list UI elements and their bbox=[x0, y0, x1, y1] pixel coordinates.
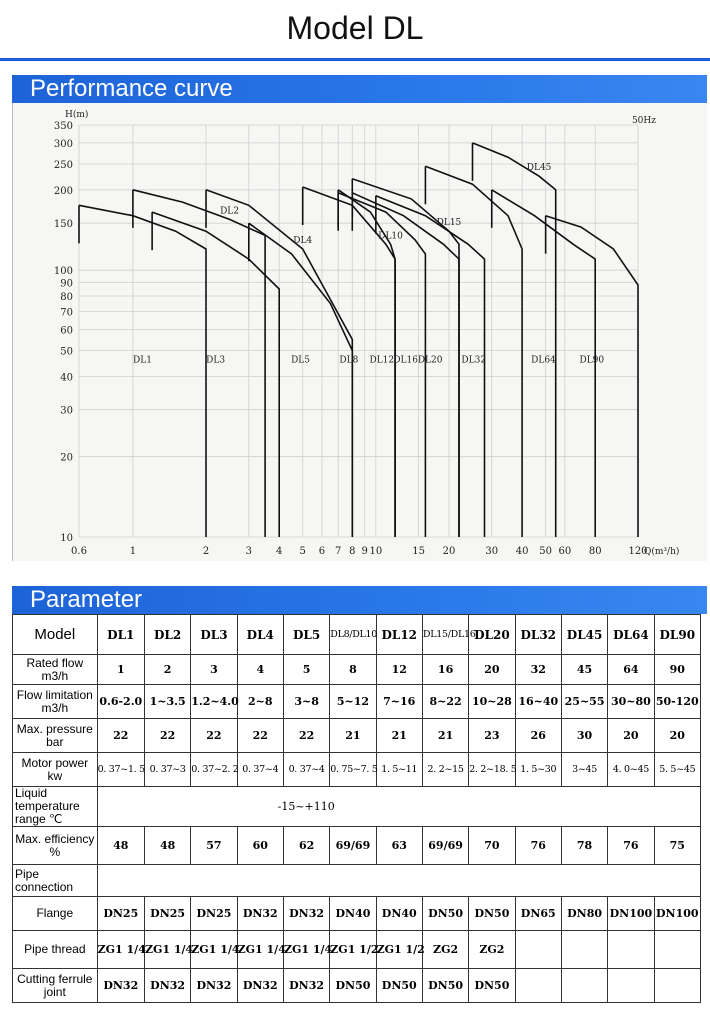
table-header-model: DL1 bbox=[97, 615, 144, 655]
region-label-dl8: DL8 bbox=[339, 355, 359, 366]
x-tick-label: 10 bbox=[369, 546, 383, 557]
table-cell: ZG2 bbox=[422, 931, 468, 969]
y-tick-label: 300 bbox=[53, 138, 73, 150]
row-label: Cutting ferrule joint bbox=[13, 969, 98, 1003]
x-tick-label: 9 bbox=[361, 546, 368, 557]
table-cell: DN32 bbox=[237, 897, 283, 931]
table-header-model: DL2 bbox=[144, 615, 190, 655]
x-tick-label: 15 bbox=[412, 546, 425, 557]
table-cell: DN50 bbox=[330, 969, 376, 1003]
curve-label-dl15: DL15 bbox=[436, 218, 462, 229]
table-cell: 2~8 bbox=[237, 685, 283, 719]
curve-label-dl4: DL4 bbox=[293, 236, 313, 247]
table-cell: DN32 bbox=[97, 969, 144, 1003]
table-cell: 69/69 bbox=[422, 827, 468, 865]
table-cell: DN50 bbox=[469, 969, 515, 1003]
x-tick-label: 4 bbox=[275, 546, 283, 557]
region-label-dl1: DL1 bbox=[133, 355, 152, 366]
table-cell: DN32 bbox=[144, 969, 190, 1003]
table-cell: 1~3.5 bbox=[144, 685, 190, 719]
x-tick-label: 30 bbox=[485, 546, 499, 557]
table-cell: 32 bbox=[515, 655, 561, 685]
table-cell: 48 bbox=[144, 827, 190, 865]
y-axis-label: H(m) bbox=[65, 110, 89, 120]
table-header-model-label: Model bbox=[13, 615, 98, 655]
table-header-model: DL3 bbox=[191, 615, 237, 655]
table-cell: DN25 bbox=[97, 897, 144, 931]
table-row bbox=[13, 719, 701, 753]
table-cell: 3 bbox=[191, 655, 237, 685]
y-tick-label: 30 bbox=[60, 405, 73, 417]
table-header-model: DL90 bbox=[654, 615, 700, 655]
curve-label-dl2: DL2 bbox=[220, 206, 240, 217]
y-tick-label: 100 bbox=[53, 266, 73, 278]
x-tick-label: 20 bbox=[442, 546, 456, 557]
region-label-dl5: DL5 bbox=[291, 355, 311, 366]
table-cell: 0.6-2.0 bbox=[97, 685, 144, 719]
table-cell bbox=[515, 931, 561, 969]
table-cell bbox=[608, 969, 654, 1003]
table-cell: 2 bbox=[144, 655, 190, 685]
table-cell: 57 bbox=[191, 827, 237, 865]
table-cell: 21 bbox=[376, 719, 422, 753]
table-cell: DN40 bbox=[376, 897, 422, 931]
curve-label-dl45: DL45 bbox=[526, 163, 552, 174]
x-tick-label: 80 bbox=[588, 546, 602, 557]
table-cell: 25~55 bbox=[561, 685, 607, 719]
table-cell bbox=[654, 931, 700, 969]
table-cell bbox=[561, 931, 607, 969]
table-cell: 22 bbox=[144, 719, 190, 753]
performance-chart-svg bbox=[13, 103, 708, 561]
table-cell: 62 bbox=[283, 827, 329, 865]
table-cell bbox=[561, 969, 607, 1003]
row-label: Flow limitation m3/h bbox=[13, 685, 98, 719]
table-cell: 70 bbox=[469, 827, 515, 865]
table-cell: 1.2~4.0 bbox=[191, 685, 237, 719]
table-cell: 21 bbox=[422, 719, 468, 753]
table-cell: 22 bbox=[237, 719, 283, 753]
curve-dl1 bbox=[79, 205, 206, 537]
row-label: Flange bbox=[13, 897, 98, 931]
table-row bbox=[13, 827, 701, 865]
table-cell: ZG1 1/4 bbox=[237, 931, 283, 969]
x-tick-label: 6 bbox=[318, 546, 326, 557]
table-row bbox=[13, 655, 701, 685]
y-tick-label: 20 bbox=[60, 452, 73, 464]
y-tick-label: 350 bbox=[53, 121, 73, 132]
table-cell: 0. 37~1. 5 bbox=[97, 753, 144, 787]
table-cell: 22 bbox=[283, 719, 329, 753]
table-cell: 2. 2~18. 5 bbox=[469, 753, 515, 787]
table-cell: 5 bbox=[283, 655, 329, 685]
y-tick-label: 10 bbox=[60, 533, 73, 544]
table-cell: ZG1 1/4 bbox=[191, 931, 237, 969]
x-tick-label: 5 bbox=[299, 546, 306, 557]
table-cell: DN32 bbox=[191, 969, 237, 1003]
x-axis-label: Q(m³/h) bbox=[644, 547, 680, 557]
table-row bbox=[13, 969, 701, 1003]
table-cell bbox=[654, 969, 700, 1003]
table-cell: 20 bbox=[469, 655, 515, 685]
table-cell: 23 bbox=[469, 719, 515, 753]
x-tick-label: 40 bbox=[515, 546, 529, 557]
x-tick-label: 7 bbox=[335, 546, 342, 557]
table-cell: DN40 bbox=[330, 897, 376, 931]
curve-label-dl10: DL10 bbox=[378, 231, 403, 242]
table-cell: 78 bbox=[561, 827, 607, 865]
table-row bbox=[13, 787, 701, 827]
table-cell: 8~22 bbox=[422, 685, 468, 719]
row-label: Max. pressure bar bbox=[13, 719, 98, 753]
table-cell: 2. 2~15 bbox=[422, 753, 468, 787]
row-span-value bbox=[97, 865, 700, 897]
table-cell: DN25 bbox=[191, 897, 237, 931]
table-cell: 4. 0~45 bbox=[608, 753, 654, 787]
table-cell: ZG1 1/4 bbox=[283, 931, 329, 969]
row-label: Pipe thread bbox=[13, 931, 98, 969]
row-label: Rated flow m3/h bbox=[13, 655, 98, 685]
table-cell: 3~8 bbox=[283, 685, 329, 719]
table-cell: ZG1 1/4 bbox=[144, 931, 190, 969]
table-row bbox=[13, 685, 701, 719]
table-header-model: DL5 bbox=[283, 615, 329, 655]
table-cell: 10~28 bbox=[469, 685, 515, 719]
table-header-model: DL15/DL16 bbox=[422, 615, 468, 655]
table-cell: 64 bbox=[608, 655, 654, 685]
y-tick-label: 80 bbox=[60, 292, 73, 304]
row-label: Pipe connection bbox=[13, 865, 98, 897]
region-label-dl64: DL64 bbox=[531, 355, 556, 366]
table-cell: 0. 75~7. 5 bbox=[330, 753, 376, 787]
y-tick-label: 90 bbox=[60, 278, 73, 290]
table-cell: 30 bbox=[561, 719, 607, 753]
row-label: Max. efficiency % bbox=[13, 827, 98, 865]
table-cell: 0. 37~2. 2 bbox=[191, 753, 237, 787]
table-cell: 22 bbox=[97, 719, 144, 753]
curve-dl3 bbox=[152, 212, 279, 537]
table-cell: 1. 5~11 bbox=[376, 753, 422, 787]
table-header-model: DL45 bbox=[561, 615, 607, 655]
table-cell: 16 bbox=[422, 655, 468, 685]
x-tick-label: 2 bbox=[202, 546, 210, 557]
table-header-model: DL12 bbox=[376, 615, 422, 655]
parameter-table bbox=[12, 614, 701, 1003]
frequency-label: 50Hz bbox=[631, 116, 656, 126]
y-tick-label: 40 bbox=[60, 372, 73, 384]
table-cell: 0. 37~3 bbox=[144, 753, 190, 787]
x-tick-label: 120 bbox=[628, 546, 648, 557]
table-cell: DN50 bbox=[376, 969, 422, 1003]
region-label-dl12: DL12 bbox=[369, 355, 395, 366]
table-cell: DN100 bbox=[654, 897, 700, 931]
table-cell: 22 bbox=[191, 719, 237, 753]
region-label-dl90: DL90 bbox=[579, 355, 605, 366]
table-cell: DN50 bbox=[422, 969, 468, 1003]
table-row bbox=[13, 753, 701, 787]
table-cell: 3~45 bbox=[561, 753, 607, 787]
table-cell: 75 bbox=[654, 827, 700, 865]
title-divider bbox=[0, 58, 710, 61]
table-cell: DN50 bbox=[469, 897, 515, 931]
table-cell: 63 bbox=[376, 827, 422, 865]
table-cell: 50-120 bbox=[654, 685, 700, 719]
table-cell: 4 bbox=[237, 655, 283, 685]
region-label-dl3: DL3 bbox=[206, 355, 226, 366]
x-tick-label: 1 bbox=[129, 546, 137, 557]
region-label-dl16: DL16 bbox=[393, 355, 418, 366]
table-cell: DN32 bbox=[237, 969, 283, 1003]
row-span-value: -15~+110 bbox=[97, 787, 700, 827]
table-header-row bbox=[13, 615, 701, 655]
table-cell: DN100 bbox=[608, 897, 654, 931]
table-cell: 8 bbox=[330, 655, 376, 685]
table-cell: ZG1 1/2 bbox=[330, 931, 376, 969]
table-cell: 1 bbox=[97, 655, 144, 685]
table-cell: 48 bbox=[97, 827, 144, 865]
x-tick-label: 50 bbox=[539, 546, 553, 557]
table-cell: 60 bbox=[237, 827, 283, 865]
table-cell bbox=[608, 931, 654, 969]
table-cell: DN32 bbox=[283, 897, 329, 931]
performance-curve-header: Performance curve bbox=[12, 75, 707, 103]
table-cell: 0. 37~4 bbox=[283, 753, 329, 787]
x-tick-label: 60 bbox=[558, 546, 572, 557]
table-cell: 30~80 bbox=[608, 685, 654, 719]
x-tick-label: 0.6 bbox=[71, 546, 87, 557]
region-label-dl32: DL32 bbox=[461, 355, 487, 366]
row-label: Liquid temperature range ℃ bbox=[13, 787, 98, 827]
table-cell: 0. 37~4 bbox=[237, 753, 283, 787]
table-cell: 21 bbox=[330, 719, 376, 753]
table-cell: 20 bbox=[608, 719, 654, 753]
table-cell: 5~12 bbox=[330, 685, 376, 719]
y-tick-label: 150 bbox=[53, 219, 73, 231]
region-label-dl20: DL20 bbox=[417, 355, 443, 366]
performance-chart bbox=[12, 103, 707, 561]
y-tick-label: 200 bbox=[53, 185, 73, 197]
table-cell: ZG1 1/2 bbox=[376, 931, 422, 969]
table-cell: 69/69 bbox=[330, 827, 376, 865]
table-cell: 26 bbox=[515, 719, 561, 753]
page-title: Model DL bbox=[286, 10, 424, 46]
table-cell: 1. 5~30 bbox=[515, 753, 561, 787]
table-header-model: DL4 bbox=[237, 615, 283, 655]
table-header-model: DL32 bbox=[515, 615, 561, 655]
table-cell: 20 bbox=[654, 719, 700, 753]
table-cell: 16~40 bbox=[515, 685, 561, 719]
table-cell: 12 bbox=[376, 655, 422, 685]
table-cell: DN32 bbox=[283, 969, 329, 1003]
table-cell: 76 bbox=[608, 827, 654, 865]
table-cell: 7~16 bbox=[376, 685, 422, 719]
y-tick-label: 60 bbox=[60, 325, 73, 337]
table-cell: 5. 5~45 bbox=[654, 753, 700, 787]
table-cell: DN80 bbox=[561, 897, 607, 931]
x-tick-label: 3 bbox=[245, 546, 252, 557]
table-cell: 45 bbox=[561, 655, 607, 685]
table-cell: DN50 bbox=[422, 897, 468, 931]
y-tick-label: 50 bbox=[60, 346, 73, 358]
parameter-header: Parameter bbox=[12, 586, 707, 614]
table-cell: ZG1 1/4 bbox=[97, 931, 144, 969]
table-cell: DN25 bbox=[144, 897, 190, 931]
table-cell: 76 bbox=[515, 827, 561, 865]
table-cell: 90 bbox=[654, 655, 700, 685]
table-row bbox=[13, 897, 701, 931]
row-label: Motor power kw bbox=[13, 753, 98, 787]
table-cell: ZG2 bbox=[469, 931, 515, 969]
x-tick-label: 8 bbox=[349, 546, 356, 557]
table-row bbox=[13, 931, 701, 969]
table-cell: DN65 bbox=[515, 897, 561, 931]
table-header-model: DL64 bbox=[608, 615, 654, 655]
table-row bbox=[13, 865, 701, 897]
table-header-model: DL20 bbox=[469, 615, 515, 655]
y-tick-label: 70 bbox=[60, 307, 73, 319]
table-header-model: DL8/DL10 bbox=[330, 615, 376, 655]
table-cell bbox=[515, 969, 561, 1003]
y-tick-label: 250 bbox=[53, 159, 73, 171]
